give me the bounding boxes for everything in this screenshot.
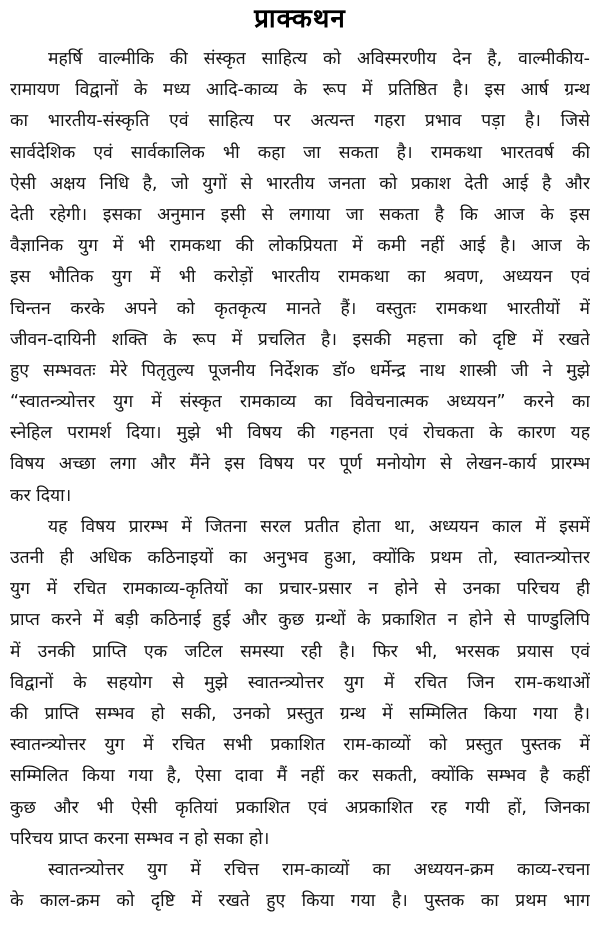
text-line: महर्षि वाल्मीकि की संस्कृत साहित्य को अविस्मरणीय देन है, वाल्मीकीय- xyxy=(48,49,590,69)
paragraph-1 xyxy=(10,44,590,512)
text-line: का भारतीय-संस्कृति एवं साहित्य पर अत्यन्त गहरा प्रभाव पड़ा है। जिसे xyxy=(10,111,590,132)
text-line: कर दिया। xyxy=(10,485,72,506)
page-title: प्राक्कथन xyxy=(254,4,346,34)
text-line: यह विषय प्रारम्भ में जितना सरल प्रतीत होता था, अध्ययन काल में इसमें xyxy=(48,516,590,537)
text-line: कुछ और भी ऐसी कृतियां प्रकाशित एवं अप्रकाशित रह गयी हों, जिनका xyxy=(10,797,590,818)
text-line: हुए सम्भवतः मेरे पितृतुल्य पूजनीय निर्देशक डॉ० धर्मेन्द्र नाथ शास्त्री जी ने मुझे xyxy=(10,360,590,381)
text-line: चिन्तन करके अपने को कृतकृत्य मानते हैं। वस्तुतः रामकथा भारतीयों में xyxy=(10,298,590,319)
text-line: विषय अच्छा लगा और मैंने इस विषय पर पूर्ण मनोयोग से लेखन-कार्य प्रारम्भ xyxy=(10,454,590,475)
text-line: वैज्ञानिक युग में भी रामकथा की लोकप्रियता में कमी नहीं आई है। आज के xyxy=(10,236,590,257)
text-line: स्वातन्त्र्योत्तर युग में रचित्त राम-काव्यों का अध्ययन-क्रम काव्य-रचना xyxy=(48,859,590,880)
text-line: उतनी ही अधिक कठिनाइयों का अनुभव हुआ, क्योंकि प्रथम तो, स्वातन्त्र्योत्तर xyxy=(10,548,590,568)
text-line: विद्वानों के सहयोग से मुझे स्वातन्त्र्योत्तर युग में रचित जिन राम-कथाओं xyxy=(10,672,590,693)
text-line: युग में रचित रामकाव्य-कृतियों का प्रचार-प्रसार न होने से उनका परिचय ही xyxy=(10,579,590,600)
text-line: स्नेहिल परामर्श दिया। मुझे भी विषय की गहनता एवं रोचकता के कारण यह xyxy=(10,423,590,444)
text-line: “स्वातन्त्र्योत्तर युग में संस्कृत रामकाव्य का विवेचनात्मक अध्ययन” करने का xyxy=(10,392,590,413)
text-line: प्राप्त करने में बड़ी कठिनाई हुई और कुछ ग्रन्थों के प्रकाशित न होने से पाण्डुलिपि xyxy=(10,610,590,631)
body-text xyxy=(10,44,590,917)
text-line: जीवन-दायिनी शक्ति के रूप में प्रचलित है। इसकी महत्ता को दृष्टि में रखते xyxy=(10,329,590,350)
paragraph-2 xyxy=(10,512,590,855)
text-line: में उनकी प्राप्ति एक जटिल समस्या रही है। फिर भी, भरसक प्रयास एवं xyxy=(10,641,590,662)
text-line: रामायण विद्वानों के मध्य आदि-काव्य के रूप में प्रतिष्ठित है। इस आर्ष ग्रन्थ xyxy=(10,80,590,101)
text-line: सार्वदेशिक एवं सार्वकालिक भी कहा जा सकता है। रामकथा भारतवर्ष की xyxy=(10,142,590,163)
text-line: इस भौतिक युग में भी करोड़ों भारतीय रामकथा का श्रवण, अध्ययन एवं xyxy=(10,267,590,288)
text-line: स्वातन्त्र्योत्तर युग में रचित सभी प्रकाशित राम-काव्यों को प्रस्तुत पुस्तक में xyxy=(10,735,590,756)
paragraph-3 xyxy=(10,855,590,917)
text-line: के काल-क्रम को दृष्टि में रखते हुए किया गया है। पुस्तक का प्रथम भाग xyxy=(10,891,590,912)
text-line: की प्राप्ति सम्भव हो सकी, उनको प्रस्तुत ग्रन्थ में सम्मिलित किया गया है। xyxy=(10,703,590,724)
text-line: देती रहेगी। इसका अनुमान इसी से लगाया जा सकता है कि आज के इस xyxy=(10,204,590,225)
text-line: ऐसी अक्षय निधि है, जो युगों से भारतीय जनता को प्रकाश देती आई है और xyxy=(10,173,590,194)
text-line: सम्मिलित किया गया है, ऐसा दावा मैं नहीं कर सकती, क्योंकि सम्भव है कहीं xyxy=(10,766,590,787)
text-line: परिचय प्राप्त करना सम्भव न हो सका हो। xyxy=(10,828,270,849)
